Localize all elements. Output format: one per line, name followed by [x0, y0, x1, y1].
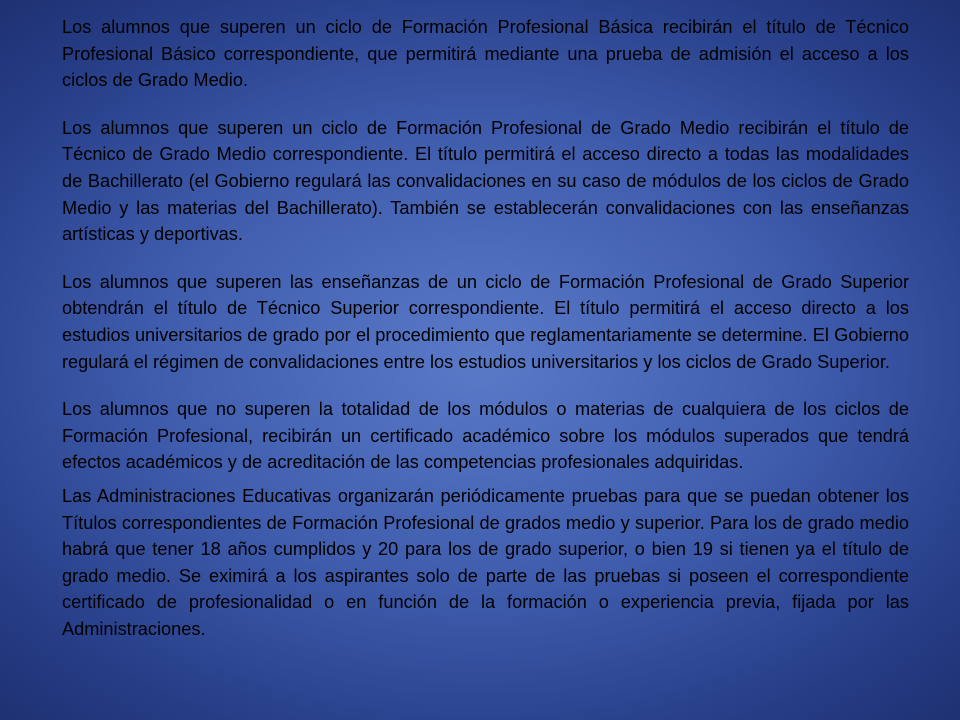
- paragraph-certificado: Los alumnos que no superen la totalidad de los módulos o materias de cualquiera de los ciclos de Formación Profesional, recibirán un certificado académico sobre los módulos superados que tendrá efectos académicos y de acreditación de las competencias profesionales adquiridas.: [62, 399, 909, 473]
- paragraph-grado-medio: Los alumnos que superen un ciclo de Formación Profesional de Grado Medio recibirán el título de Técnico de Grado Medio correspondiente. El título permitirá el acceso directo a todas las modalidades de Bachillerato (el Gobierno regulará las convalidaciones en su caso de módulos de los ciclos de Grado Medio y las materias del Bachillerato). También se establecerán convalidaciones con las enseñanzas artísticas y deportivas.: [62, 117, 909, 245]
- paragraph-grado-superior: Los alumnos que superen las enseñanzas de un ciclo de Formación Profesional de Grado Superior obtendrán el título de Técnico Superior correspondiente. El título permitirá el acceso directo a los estudios universitarios de grado por el procedimiento que reglamentariamente se determine. El Gobierno regulará el régimen de convalidaciones entre los estudios universitarios y los ciclos de Grado Superior.: [62, 271, 909, 372]
- paragraph-fp-basica: Los alumnos que superen un ciclo de Formación Profesional Básica recibirán el título de Técnico Profesional Básico correspondiente, que permitirá mediante una prueba de admisión el acceso a los ciclos de Grado Medio.: [62, 17, 909, 91]
- paragraph-pruebas: Las Administraciones Educativas organizarán periódicamente pruebas para que se puedan obtener los Títulos correspondientes de Formación Profesional de grados medio y superior. Para los de grado medio habrá que tener 18 años cumplidos y 20 para los de grado superior, o bien 19 si tienen ya el título de grado medio. Se eximirá a los aspirantes solo de parte de las pruebas si poseen el correspondiente certificado de profesionalidad o en función de la formación o experiencia previa, fijada por las Administraciones.: [62, 485, 909, 639]
- slide-body: [62, 14, 909, 642]
